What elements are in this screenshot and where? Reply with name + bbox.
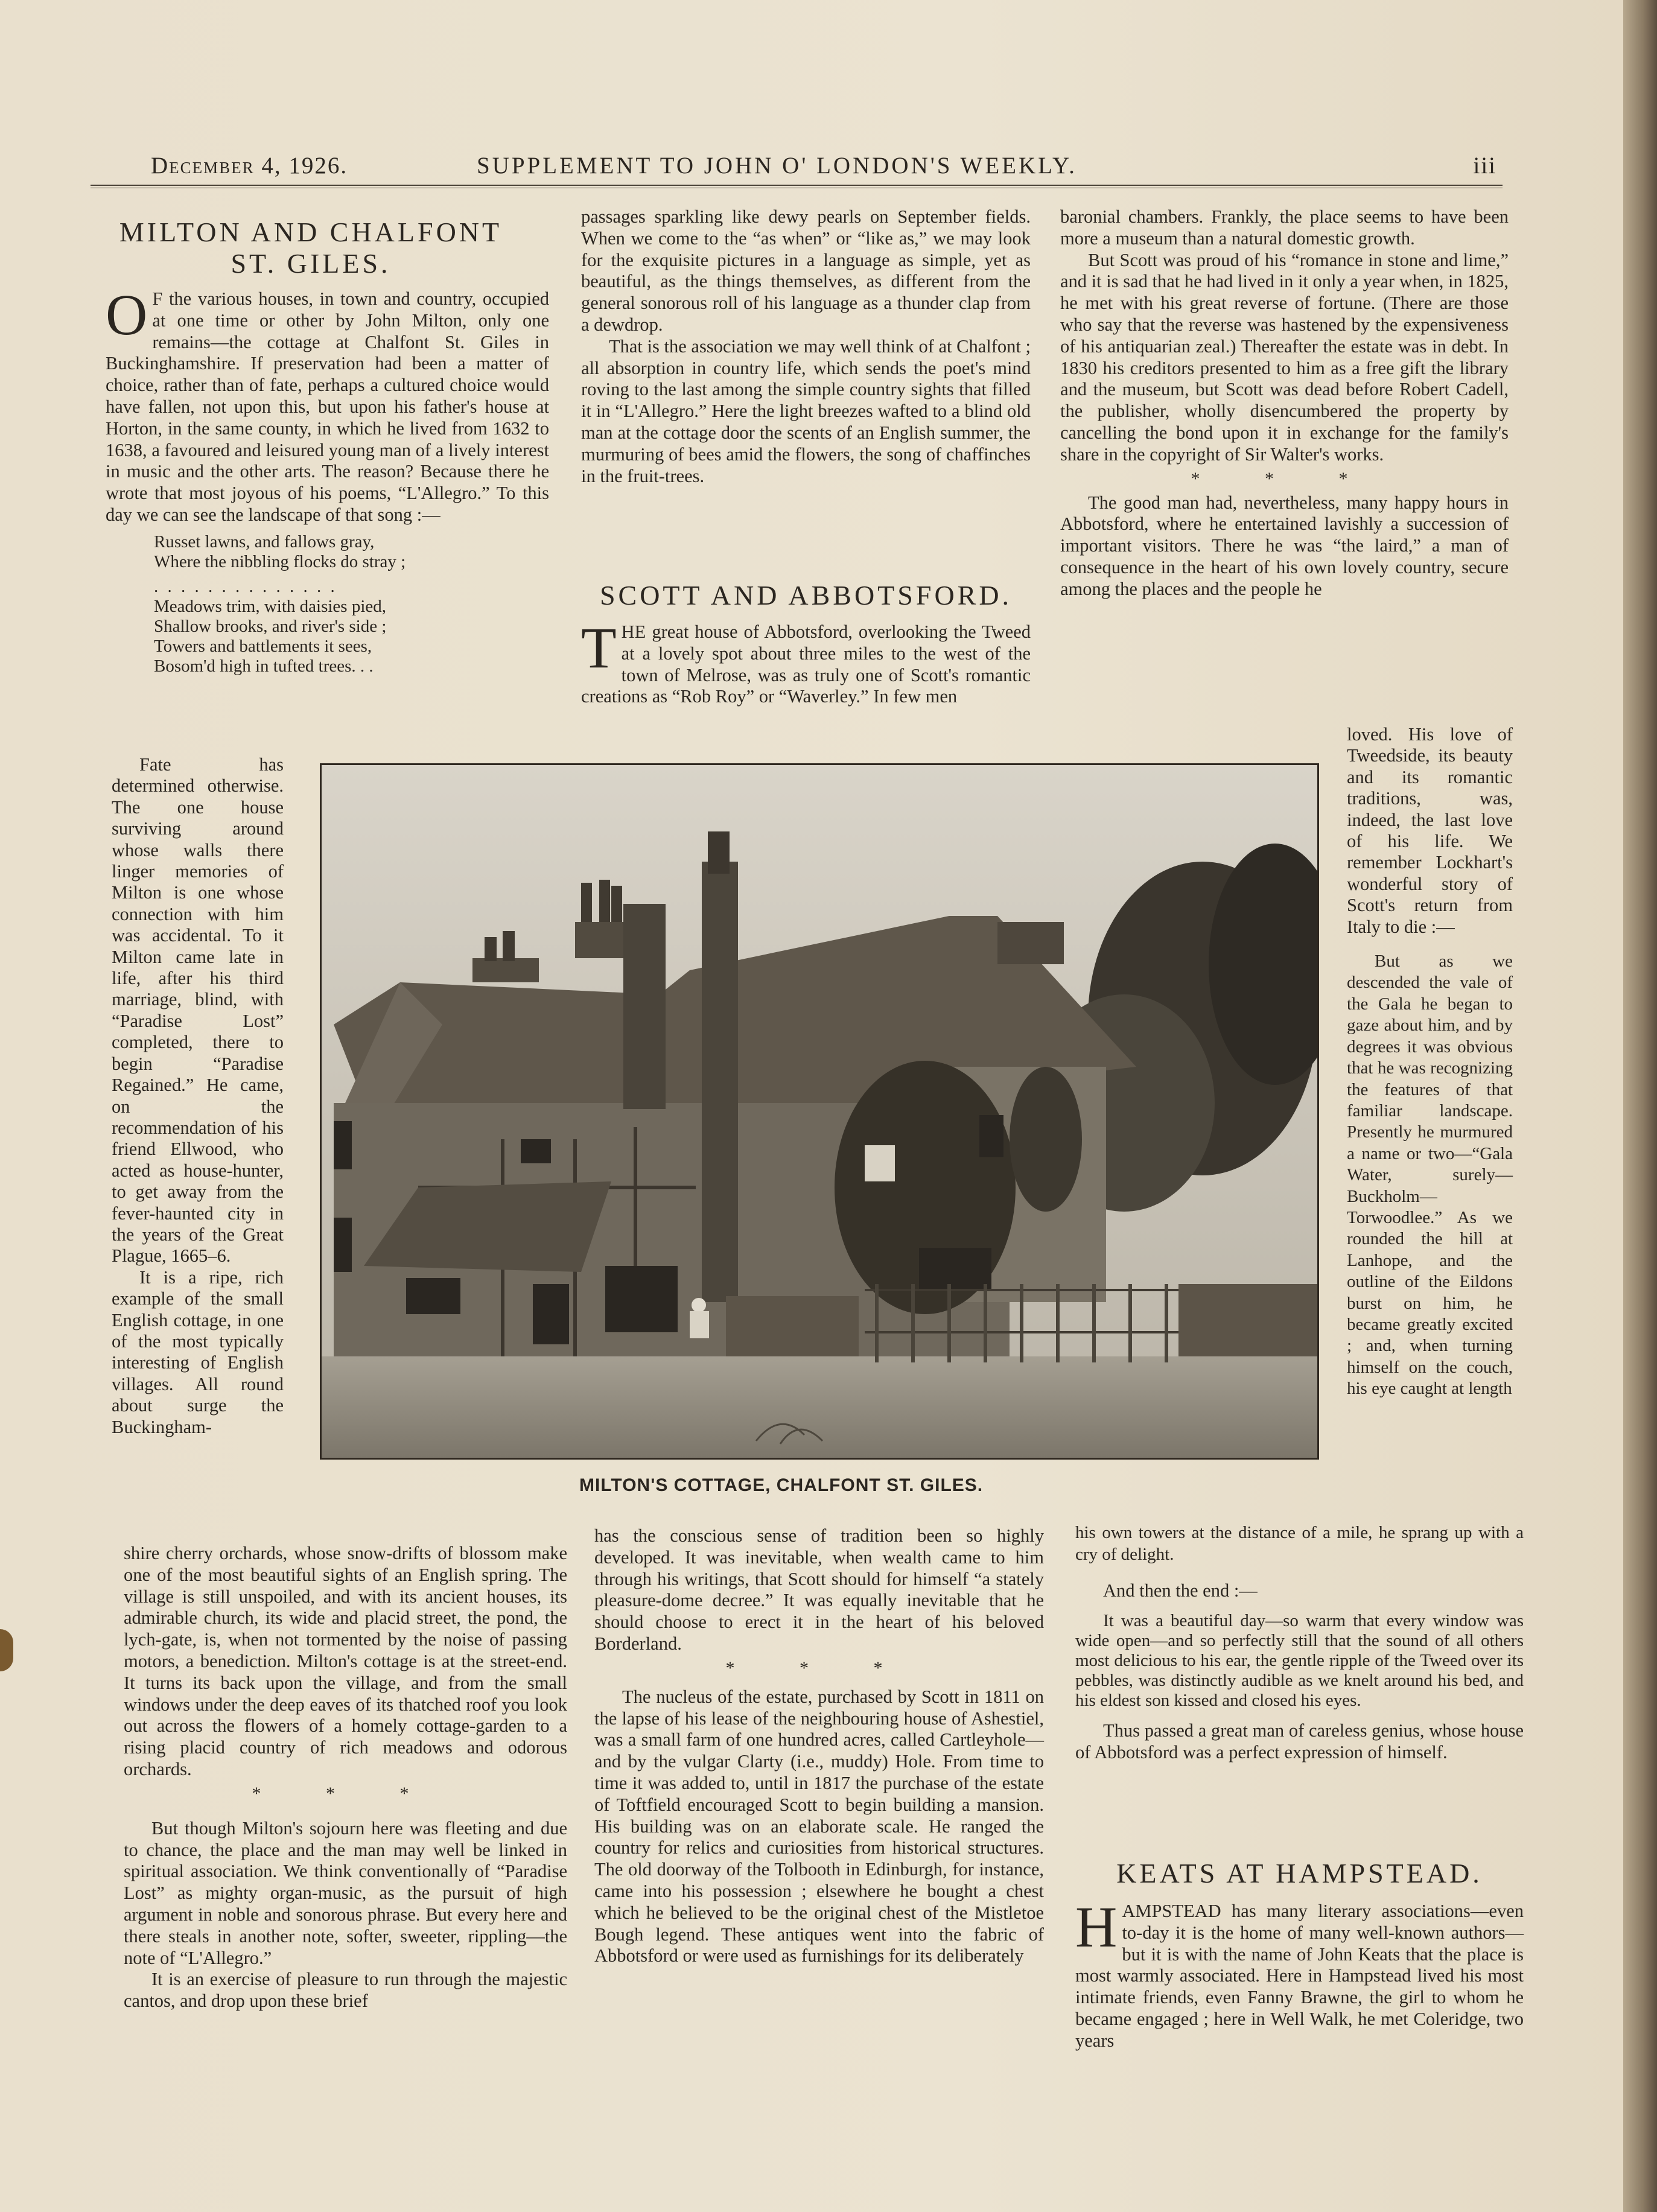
- keats-intro: [1075, 1895, 1524, 2052]
- scott-p1-cont: has the conscious sense of tradition been so highly developed. It was inevitable, when wealth came to him through his writings, that Scott should for himself “a stately pleasure-dome decree.” It was equally inevitable that he should choose to erect it in the heart of his beloved Borderland.: [594, 1525, 1044, 1654]
- milton-continued: [581, 206, 1031, 487]
- scott-lower-3: [1075, 1522, 1524, 1764]
- verse-line: Shallow brooks, and river's side ;: [154, 616, 387, 636]
- scott-p4: The good man had, nevertheless, many happy hours in Abbotsford, where he entertained lavishly a succession of important visitors. There he was “the laird,” a man of consequence in the heart of his own lovely country, secure among the places and the people he: [1060, 492, 1509, 599]
- section-stars: * * *: [725, 1657, 913, 1678]
- milton-p1: F the various houses, in town and country, occupied at one time or other by John Milton, only one remains—the cottage at Chalfont St. Giles in Buckinghamshire. If preservation had been a matter of choice, rather than of fate, perhaps a cultured choice would have fallen, not upon this, but upon his father's house at Horton, in the same county, in which he lived from 1632 to 1638, a favoured and leisured young man of a lively interest in music and the other arts. The reason? Because there he wrote that most joyous of his poems, “L'Allegro.” To this day we can see the landscape of that song :—: [106, 288, 549, 525]
- milton-heading: [91, 216, 531, 279]
- milton-heading-line2: ST. GILES.: [231, 248, 391, 279]
- scott-quote-narrow: But as we descended the vale of the Gala he began to gaze about him, and by degrees it was obvious that he was recognizing the features of that familiar landscape. Presently he murmured a name or two—“Gala Water, surely—Buckholm—Torwoodlee.” As we rounded the hill at Lanhope, and the outline of the Eildons burst on him, he became greatly excited ; and, when turning himself on the couch, his eye caught at length: [1347, 952, 1513, 1399]
- header-date: December 4, 1926.: [151, 153, 348, 179]
- milton-verse: [154, 532, 549, 676]
- running-header: [151, 152, 1496, 188]
- milton-lower: [124, 1543, 567, 2012]
- keats-p1: AMPSTEAD has many literary associations—even to-day it is the home of many well-known authors—but it is with the name of John Keats that the place is most warmly associated. Here in Hampstead lived his most intimate friends, even Fanny Brawne, the girl to whom he became engaged ; here in Well Walk, he met Coleridge, two years: [1075, 1901, 1524, 2051]
- scott-p5: And then the end :—: [1103, 1580, 1258, 1601]
- binding-hole: [0, 1629, 13, 1671]
- header-title: SUPPLEMENT TO JOHN O' LONDON'S WEEKLY.: [477, 153, 1077, 179]
- scott-p2-cont: baronial chambers. Frankly, the place seems to have been more a museum than a natural domestic growth.: [1060, 206, 1509, 249]
- scott-narrow-column: [1347, 724, 1513, 1400]
- scott-lower: [594, 1525, 1044, 1967]
- cottage-photograph: [320, 763, 1319, 1460]
- section-stars: * * *: [1191, 468, 1378, 489]
- book-spine: [1623, 0, 1657, 2212]
- verse-dots: . . . . . . . . . . . . . .: [154, 576, 337, 596]
- milton-p3: It is a ripe, rich example of the small English cottage, in one of the most typically interesting of English villages. All round about surge the Buckingham-: [112, 1266, 284, 1437]
- verse-line: Bosom'd high in tufted trees. . .: [154, 656, 374, 676]
- scott-p6: Thus passed a great man of careless genius, whose house of Abbotsford was a perfect expression of himself.: [1075, 1720, 1524, 1763]
- cottage-illustration: [322, 765, 1317, 1458]
- milton-p4: But though Milton's sojourn here was fleeting and due to chance, the place and the man may well be linked in spiritual association. We think conventionally of “Paradise Lost” as mighty organ-music, as the pursuit of high argument in noble and sonorous phrase. But every here and there steals in another note, softer, sweeter, rippling—the note of “L'Allegro.”: [124, 1817, 567, 1968]
- scott-intro: [581, 615, 1031, 708]
- milton-heading-line1: MILTON AND CHALFONT: [119, 217, 503, 247]
- milton-p5-cont: passages sparkling like dewy pearls on September fields. When we come to the “as when” or “like as,” we may look for the exquisite pictures in a language as simple, yet as beautiful, as the things themselves, as different from the general sonorous roll of his language as a thunder clap from a dewdrop.: [581, 206, 1031, 335]
- scott-column-3: [1060, 206, 1509, 600]
- milton-dropcap: O: [106, 282, 148, 347]
- verse-line: Towers and battlements it sees,: [154, 636, 372, 656]
- scott-p1: HE great house of Abbotsford, overlooking the Tweed at a lovely spot about three miles to the west of the town of Melrose, was as truly one of Scott's romantic creations as “Rob Roy” or “Waverley.” In few men: [581, 621, 1031, 707]
- verse-line: Where the nibbling flocks do stray ;: [154, 551, 406, 571]
- verse-line: Meadows trim, with daisies pied,: [154, 596, 387, 616]
- milton-intro: [106, 282, 549, 682]
- milton-p3-cont: shire cherry orchards, whose snow-drifts of blossom make one of the most beautiful sights of an English spring. The village is still unspoiled, and with its ancient houses, its admirable church, its wide and placid street, the pond, the lych-gate, is, when not tormented by the noise of passing motors, a benediction. Milton's cottage is at the street-end. It turns its back upon the village, and from the small windows under the deep eaves of its thatched roof you look out across the flowers of a homely cottage-garden to a rising placid country of rich meadows and odorous orchards.: [124, 1543, 567, 1779]
- milton-p2: Fate has determined otherwise. The one house surviving around whose walls there linger memories of Milton is one whose connection with him was accidental. To it Milton came late in life, after his third marriage, blind, with “Paradise Lost” completed, there to begin “Paradise Regained.” He came, on the recommendation of his friend Ellwood, who acted as house-hunter, to get away from the fever-haunted city in the years of the Great Plague, 1665–6.: [112, 754, 284, 1266]
- header-rule: [91, 185, 1503, 186]
- scott-quote2: It was a beautiful day—so warm that every window was wide open—and so perfectly still that the sound of all others most delicious to his ear, the gentle ripple of the Tweed over its pebbles, was distinctly audible as we knelt around his bed, and his eldest son kissed and closed his eyes.: [1075, 1611, 1524, 1711]
- scott-heading: SCOTT AND ABBOTSFORD.: [599, 580, 1013, 611]
- photo-caption: MILTON'S COTTAGE, CHALFONT ST. GILES.: [579, 1475, 984, 1495]
- milton-p5: It is an exercise of pleasure to run through the majestic cantos, and drop upon these brief: [124, 1969, 567, 2012]
- scott-dropcap: T: [581, 615, 617, 680]
- keats-heading: KEATS AT HAMPSTEAD.: [1116, 1858, 1483, 1889]
- scott-p2: The nucleus of the estate, purchased by Scott in 1811 on the lapse of his lease of the neighbouring house of Ashestiel, was a small farm of one hundred acres, called Cartleyhole—and by the vulgar Clarty (i.e., muddy) Hole. From time to time it was added to, until in 1817 the purchase of the estate of Toftfield encouraged Scott to begin building a mansion. His building was on an elaborate scale. He ranged the country for relics and curiosities from historical structures. The old doorway of the Tolbooth in Edinburgh, for instance, came into his possession ; elsewhere he bought a chest which he believed to be the original chest of the Mistletoe Bough legend. These antiques went into the fabric of Abbotsford or were used as furnishings for its deliberately: [594, 1686, 1044, 1966]
- verse-line: Russet lawns, and fallows gray,: [154, 532, 375, 551]
- milton-p6: That is the association we may well think of at Chalfont ; all absorption in country life, which sends the poet's mind roving to the last among the simple country sights that filled it in “L'Allegro.” Here the light breezes wafted to a blind old man at the cottage door the scents of an English summer, the murmuring of bees amid the flowers, the song of chaffinches in the fruit-trees.: [581, 335, 1031, 486]
- scott-p4-narrow: loved. His love of Tweedside, its beauty and its romantic traditions, was, indeed, the last love of his life. We remember Lockhart's wonderful story of Scott's return from Italy to die :—: [1347, 724, 1513, 937]
- keats-dropcap: H: [1075, 1895, 1118, 1959]
- section-stars: * * *: [252, 1783, 439, 1804]
- page-number: iii: [1473, 153, 1496, 179]
- scott-quote-wide: his own towers at the distance of a mile, he sprang up with a cry of delight.: [1075, 1523, 1524, 1564]
- scott-p3: But Scott was proud of his “romance in stone and lime,” and it is sad that he had lived in it only a year when, in 1825, he met with his great reverse of fortune. (There are those who say that the reverse was hastened by the expensiveness of his antiquarian zeal.) Thereafter the estate was in debt. In 1830 his creditors presented to him as a free gift the library and the museum, but Scott was dead before Robert Cadell, the publisher, wholly disencumbered the property by cancelling the bond upon it in exchange for the family's share in the copyright of Sir Walter's works.: [1060, 249, 1509, 465]
- milton-narrow-column: [112, 754, 284, 1438]
